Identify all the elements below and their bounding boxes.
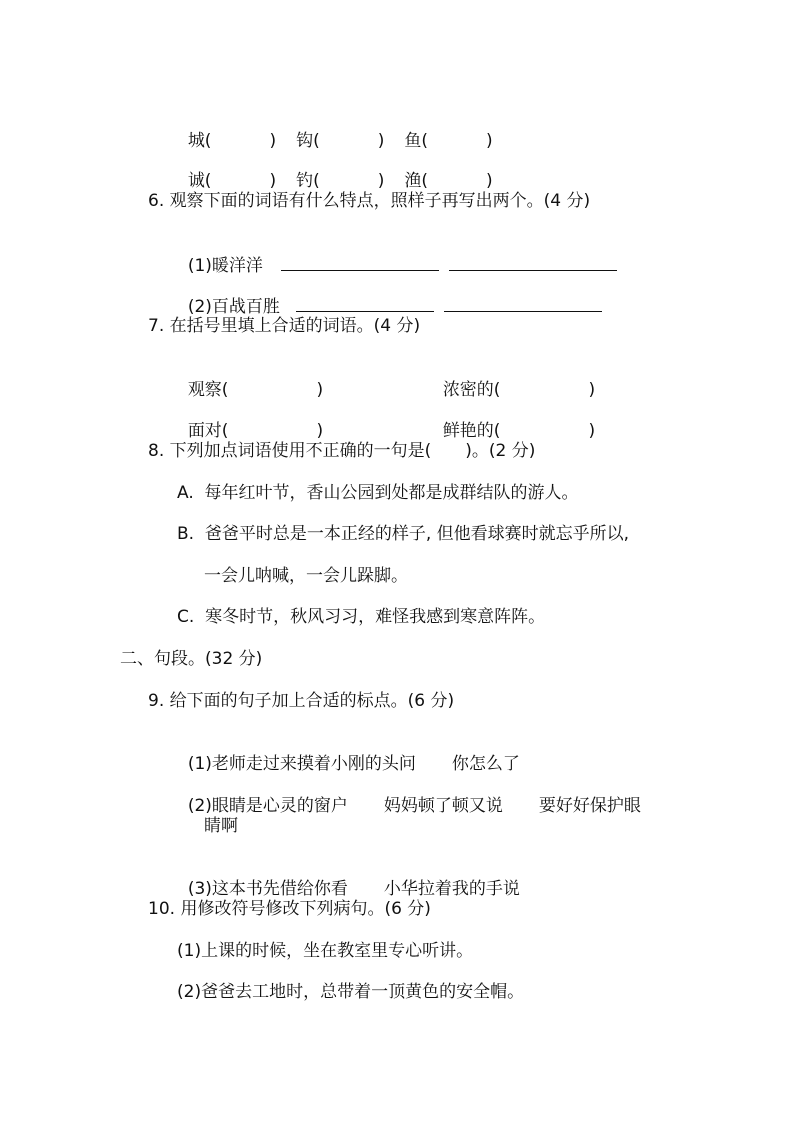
q5-paren-close: )	[269, 131, 277, 151]
q8-option-b-cont: 一会儿呐喊，一会儿跺脚。	[204, 566, 408, 586]
q6-item-2	[177, 273, 602, 318]
q10-sentence-1: (1)上课的时候，坐在教室里专心听讲。	[177, 941, 474, 961]
q7-nongmide: 浓密的(	[442, 380, 501, 400]
q9-s2-part-c: 要好好保护眼	[538, 796, 641, 816]
q7-row-2-left	[177, 398, 323, 442]
q5-char-cheng2: 诚(	[187, 171, 212, 191]
q8-option-b: B. 爸爸平时总是一本正经的样子, 但他看球赛时就忘乎所以,	[177, 524, 630, 544]
q9-s3-part-a: (3)这本书先借给你看	[187, 879, 348, 899]
q9-s1-part-b: 你怎么了	[451, 754, 520, 774]
q9-s1-part-a: (1)老师走过来摸着小刚的头问	[187, 754, 416, 774]
q8-title: 8. 下列加点词语使用不正确的一句是( )。(2 分)	[148, 441, 536, 461]
q9-sentence-2	[177, 773, 641, 817]
answer-blank[interactable]	[449, 254, 617, 271]
q5-paren-close: )	[486, 171, 493, 191]
q7-guancha: 观察(	[187, 380, 229, 400]
q5-paren-close: )	[269, 171, 277, 191]
q7-paren-close: )	[588, 380, 596, 400]
q6-title: 6. 观察下面的词语有什么特点，照样子再写出两个。(4 分)	[148, 191, 591, 211]
q7-title: 7. 在括号里填上合适的词语。(4 分)	[148, 316, 421, 336]
q10-title: 10. 用修改符号修改下列病句。(6 分)	[148, 899, 431, 919]
q5-paren-close: )	[377, 131, 385, 151]
q7-row-1-right	[432, 357, 595, 401]
q6-item-1	[177, 232, 617, 277]
q5-paren-close: )	[377, 171, 385, 191]
q7-row-1-left	[177, 357, 323, 401]
q9-s2-part-b: 妈妈顿了顿又说	[383, 796, 503, 816]
q5-paren-close: )	[486, 131, 493, 151]
q7-paren-close: )	[316, 380, 324, 400]
answer-blank[interactable]	[281, 254, 439, 271]
q7-miandui: 面对(	[187, 421, 229, 441]
q9-sentence-2-cont: 睛啊	[204, 816, 238, 836]
answer-blank[interactable]	[444, 295, 602, 312]
q5-char-yu2: 渔(	[404, 171, 429, 191]
q7-paren-close: )	[588, 421, 596, 441]
q7-xianyande: 鲜艳的(	[442, 421, 501, 441]
q9-s2-part-a: (2)眼睛是心灵的窗户	[187, 796, 348, 816]
q5-char-diao: 钓(	[296, 171, 320, 191]
q10-sentence-2: (2)爸爸去工地时，总带着一顶黄色的安全帽。	[177, 982, 525, 1002]
section-2-heading: 二、句段。(32 分)	[120, 649, 263, 669]
q9-s3-part-b: 小华拉着我的手说	[383, 879, 520, 899]
q9-sentence-3	[177, 856, 520, 900]
q7-paren-close: )	[316, 421, 324, 441]
q5-row-1	[177, 108, 493, 152]
q9-sentence-1	[177, 731, 520, 775]
q6-item-1-text: (1)暖洋洋	[187, 256, 263, 276]
q9-title: 9. 给下面的句子加上合适的标点。(6 分)	[148, 691, 455, 711]
q7-row-2-right	[432, 398, 595, 442]
q5-row-2	[177, 148, 493, 192]
q8-option-a: A. 每年红叶节，香山公园到处都是成群结队的游人。	[177, 483, 579, 503]
q8-option-c: C. 寒冬时节，秋风习习，难怪我感到寒意阵阵。	[177, 607, 546, 627]
q6-item-2-text: (2)百战百胜	[187, 297, 280, 317]
q5-char-gou: 钩(	[296, 131, 320, 151]
q5-char-cheng: 城(	[187, 131, 212, 151]
q5-char-yu: 鱼(	[404, 131, 429, 151]
answer-blank[interactable]	[296, 295, 434, 312]
